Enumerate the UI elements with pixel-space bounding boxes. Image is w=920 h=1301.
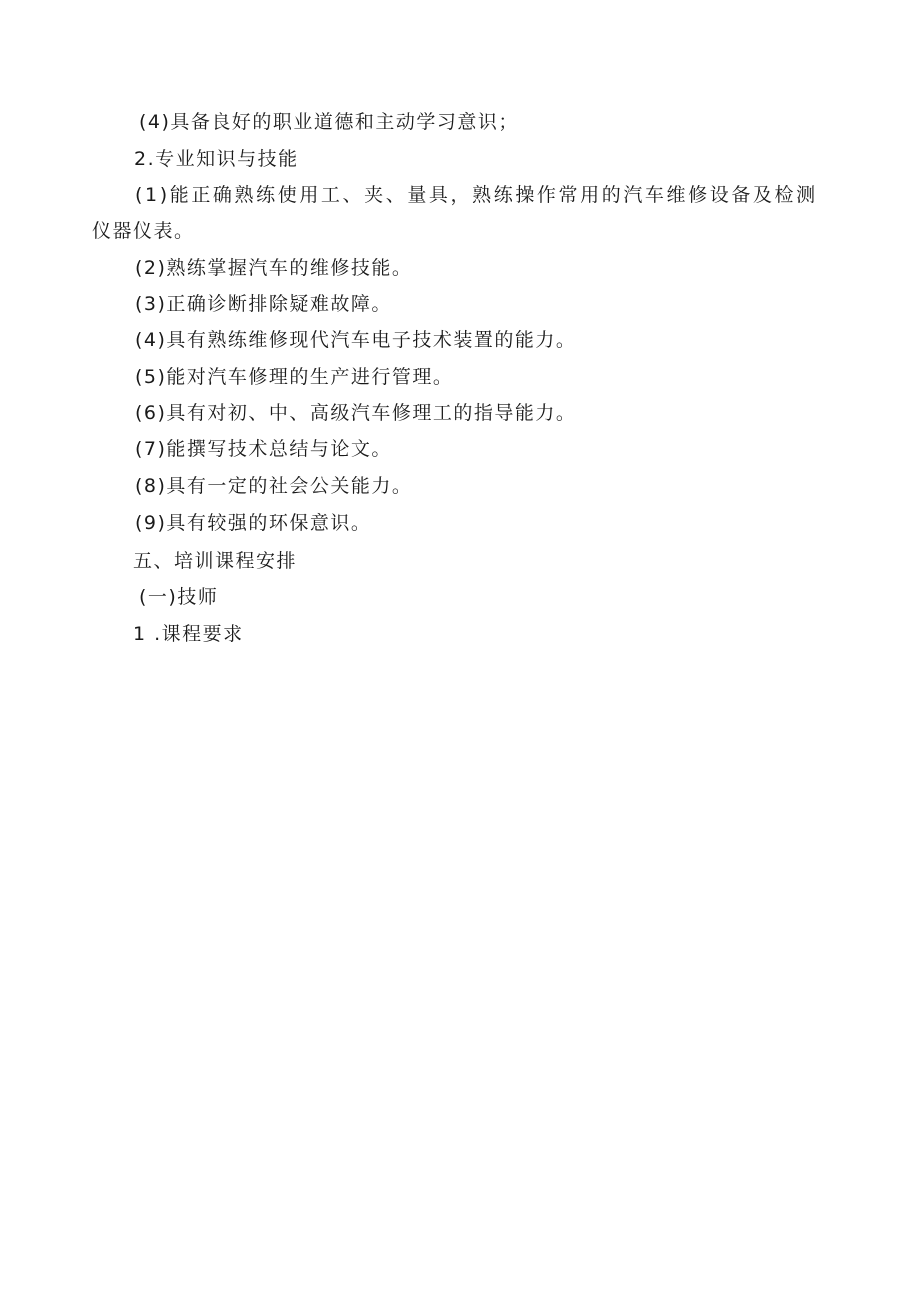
course-requirements-heading: 1 .课程要求 (133, 623, 244, 645)
skill-item-3: (3)正确诊断排除疑难故障。 (135, 293, 392, 315)
section-heading-professional-skills: 2.专业知识与技能 (134, 148, 299, 170)
skill-item-7: (7)能撰写技术总结与论文。 (135, 438, 392, 460)
skill-item-1-continuation: 仪器仪表。 (92, 220, 195, 242)
skill-item-6: (6)具有对初、中、高级汽车修理工的指导能力。 (135, 402, 577, 424)
skill-item-9: (9)具有较强的环保意识。 (135, 512, 372, 534)
skill-item-5: (5)能对汽车修理的生产进行管理。 (135, 366, 454, 388)
subsection-heading-technician: (一)技师 (139, 586, 219, 608)
skill-item-1: (1)能正确熟练使用工、夹、量具，熟练操作常用的汽车维修设备及检测 (135, 184, 818, 206)
skill-item-4: (4)具有熟练维修现代汽车电子技术装置的能力。 (135, 329, 577, 351)
item-4-professional-ethics: (4)具备良好的职业道德和主动学习意识； (139, 111, 519, 133)
skill-item-2: (2)熟练掌握汽车的维修技能。 (135, 257, 413, 279)
skill-item-8: (8)具有一定的社会公关能力。 (135, 475, 413, 497)
section-heading-training-schedule: 五、培训课程安排 (133, 550, 298, 572)
